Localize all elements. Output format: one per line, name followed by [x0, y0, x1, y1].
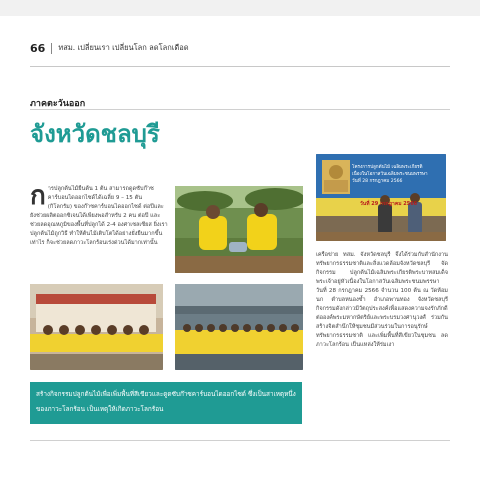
page-header	[30, 40, 189, 56]
photo-planting-tree	[175, 186, 303, 273]
banner-line4: วันที่ 29 กรกฎาคม 2566	[360, 201, 418, 207]
photo-group-temple	[30, 284, 163, 370]
body-paragraph: เครือข่าย ทสม. จังหวัดชลบุรี จึงได้ร่วมกับสำนักงานทรัพยากรธรรมชาติและสิ่งแวดล้อมจังหวัดชลบุรี จัดกิจกรรม ปลูกต้นไม้เฉลิมพระเกียรติพระบาทสมเด็จพระเจ้าอยู่หัวเนื่องในโอกาสวันเฉลิมพระชนมพรรษา วันที่ 28 กรกฎาคม 2566 จำนวน 100 ต้น ณ วัดห้อมนก ตำบลหนองซ้ำ อำเภอพานทอง จังหวัดชลบุรี กิจกรรมดังกล่าวมีวัตถุประสงค์เพื่อแสดงความจงรักภักดีต่อองค์พระมหากษัตริย์และพระบรมวงศานุวงศ์ ร่วมกันสร้างจิตสำนึกให้ชุมชนมีส่วนร่วมในการอนุรักษ์ทรัพยากรธรรมชาติ และเพิ่มพื้นที่สีเขียวในชุมชน ลดภาวะโลกร้อน เป็นแหล่งให้ร่มเงา	[316, 252, 448, 348]
photo-group-hall-illustration	[175, 284, 303, 370]
caption-box	[30, 382, 302, 424]
top-bar	[0, 0, 480, 16]
header-title: ทสม. เปลี่ยนเรา เปลี่ยนโลก ลดโลกเดือด	[58, 43, 189, 52]
banner-line1: โครงการปลูกต้นไม้ เฉลิมพระเกียรติ	[352, 165, 423, 170]
province-title: จังหวัดชลบุรี	[30, 120, 160, 148]
section-rule	[30, 109, 450, 110]
photo-planting-tree-illustration	[175, 186, 303, 273]
page-number: 66	[30, 41, 46, 55]
photo-ceremony-banner	[316, 154, 446, 241]
intro-paragraph	[30, 181, 168, 248]
banner-line3: วันที่ 28 กรกฎาคม 2566	[352, 179, 403, 184]
footer-rule	[30, 440, 450, 441]
header-rule	[30, 66, 450, 67]
header-divider	[51, 43, 52, 54]
drop-cap: ก	[30, 181, 46, 211]
banner-line2: เนื่องในโอกาสวันเฉลิมพระชนมพรรษา	[352, 172, 428, 177]
photo-group-temple-illustration	[30, 284, 163, 370]
section-label: ภาคตะวันออก	[30, 99, 86, 109]
photo-group-hall	[175, 284, 303, 370]
intro-text: ารปลูกต้นไม้ยืนต้น 1 ต้น สามารถดูดซับก๊าซคาร์บอนไดออกไซด์ได้เฉลี่ย 9 – 15 ตัน (กิโลกรัม) ของก๊าซคาร์บอนไดออกไซด์ ต่อปีและยังช่วยผลิตออกซิเจนได้เพียงพอสำหรับ 2 คน ต่อปี และช่วยลดอุณหภูมิของพื้นที่ปลูกได้ 2-4 องศาเซลเซียส ยิ่งเราปลูกต้นไม้ถูกวิธี ทำให้ต้นไม้เติบโตได้อย่างยั่งยืนมากขึ้นเท่าไร ก็จะช่วยลดภาวะโลกร้อนเร่งด่วนได้มากเท่านั้น	[30, 186, 168, 246]
caption-text: สร้างกิจกรรมปลูกต้นไม้เพื่อเพิ่มพื้นที่สีเขียวและดูดซับก๊าซคาร์บอนไดออกไซด์ ซึ่งเป็นสาเหตุหนึ่งของภาวะโลกร้อน เป็นเหตุให้เกิดภาวะโลกร้อน	[36, 390, 296, 413]
